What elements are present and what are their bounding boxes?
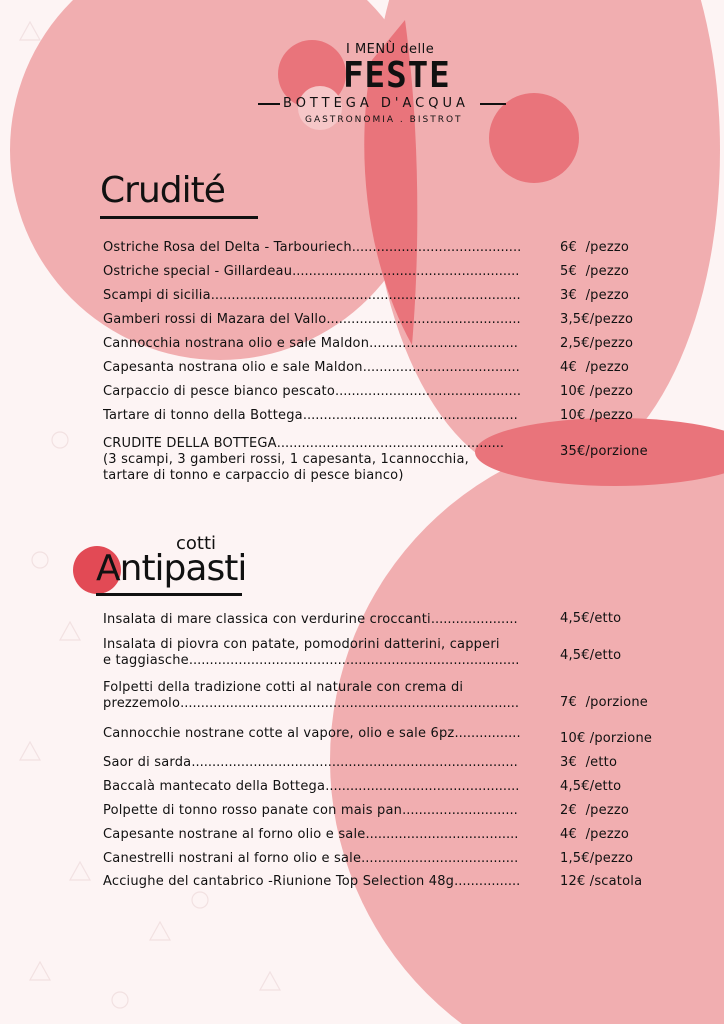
- crudite-item-name: Gamberi rossi di Mazara del Vallo...............................................: [103, 312, 521, 327]
- crudite-item-name: Capesanta nostrana olio e sale Maldon......................................: [103, 360, 520, 375]
- crudite-item-price: 10€ /pezzo: [560, 384, 634, 399]
- antipasti-item-name: Acciughe del cantabrico -Riunione Top Selection 48g................: [103, 874, 521, 889]
- section-title-crudite: Crudité: [100, 170, 225, 211]
- antipasti-item-name: Cannocchie nostrane cotte al vapore, olio e sale 6pz................: [103, 726, 521, 741]
- antipasti-item-name: Baccalà mantecato della Bottega...............................................: [103, 779, 520, 794]
- antipasti-item-price: 7€ /porzione: [560, 695, 648, 710]
- antipasti-item-name: Canestrelli nostrani al forno olio e sale......................................: [103, 851, 519, 866]
- section-kicker-antipasti: cotti: [176, 533, 217, 554]
- crudite-item-name: Ostriche special - Gillardeau.......................................................: [103, 264, 520, 279]
- section-underline-antipasti: [96, 593, 242, 596]
- antipasti-item-name: Insalata di mare classica con verdurine croccanti.....................: [103, 612, 518, 627]
- crudite-item-price: 2,5€/pezzo: [560, 336, 634, 351]
- antipasti-item-price: 12€ /scatola: [560, 874, 643, 889]
- antipasti-item-price: 2€ /pezzo: [560, 803, 630, 818]
- header-line-left: [258, 103, 280, 105]
- antipasti-item-name-line2: prezzemolo..................................................................................: [103, 696, 519, 711]
- antipasti-item-name-line2: e taggiasche................................................................................: [103, 653, 520, 668]
- antipasti-item-name-line1: Insalata di piovra con patate, pomodorini datterini, capperi: [103, 637, 500, 652]
- crudite-item-name: Cannocchia nostrana olio e sale Maldon....................................: [103, 336, 518, 351]
- antipasti-item-name: Saor di sarda...............................................................................: [103, 755, 518, 770]
- antipasti-item-name-line1: Folpetti della tradizione cotti al naturale con crema di: [103, 680, 464, 695]
- antipasti-item-price: 3€ /etto: [560, 755, 618, 770]
- antipasti-item-price: 4,5€/etto: [560, 611, 622, 626]
- antipasti-item-name: Capesante nostrane al forno olio e sale.....................................: [103, 827, 519, 842]
- crudite-item-price: 3€ /pezzo: [560, 288, 630, 303]
- crudite-item-name: Scampi di sicilia...........................................................................: [103, 288, 521, 303]
- antipasti-item-price: 4€ /pezzo: [560, 827, 630, 842]
- crudite-item-price: 4€ /pezzo: [560, 360, 630, 375]
- crudite-special-desc-1: (3 scampi, 3 gamberi rossi, 1 capesanta, 1cannocchia,: [103, 452, 469, 467]
- brand-tagline: GASTRONOMIA . BISTROT: [305, 115, 463, 125]
- section-title-antipasti: Antipasti: [96, 548, 247, 589]
- antipasti-item-price: 4,5€/etto: [560, 648, 622, 663]
- antipasti-item-price: 1,5€/pezzo: [560, 851, 634, 866]
- section-underline-crudite: [100, 216, 258, 219]
- crudite-special-price: 35€/porzione: [560, 444, 648, 459]
- crudite-item-name: Ostriche Rosa del Delta - Tarbouriech.........................................: [103, 240, 521, 255]
- header-title: FESTE: [343, 55, 451, 96]
- crudite-item-name: Tartare di tonno della Bottega....................................................: [103, 408, 518, 423]
- crudite-item-price: 6€ /pezzo: [560, 240, 630, 255]
- crudite-special-name: CRUDITÉ DELLA BOTTEGA.......................................................: [103, 436, 505, 451]
- brand-name: BOTTEGA D'ACQUA: [283, 96, 469, 111]
- crudite-item-price: 5€ /pezzo: [560, 264, 630, 279]
- crudite-special-desc-2: tartare di tonno e carpaccio di pesce bianco): [103, 468, 404, 483]
- antipasti-item-price: 4,5€/etto: [560, 779, 622, 794]
- crudite-item-price: 10€ /pezzo: [560, 408, 634, 423]
- antipasti-item-name: Polpette di tonno rosso panate con mais pan............................: [103, 803, 518, 818]
- antipasti-item-price: 10€ /porzione: [560, 731, 653, 746]
- header-line-right: [480, 103, 506, 105]
- crudite-item-name: Carpaccio di pesce bianco pescato.............................................: [103, 384, 521, 399]
- crudite-item-price: 3,5€/pezzo: [560, 312, 634, 327]
- header-kicker: I MENÙ delle: [346, 42, 435, 57]
